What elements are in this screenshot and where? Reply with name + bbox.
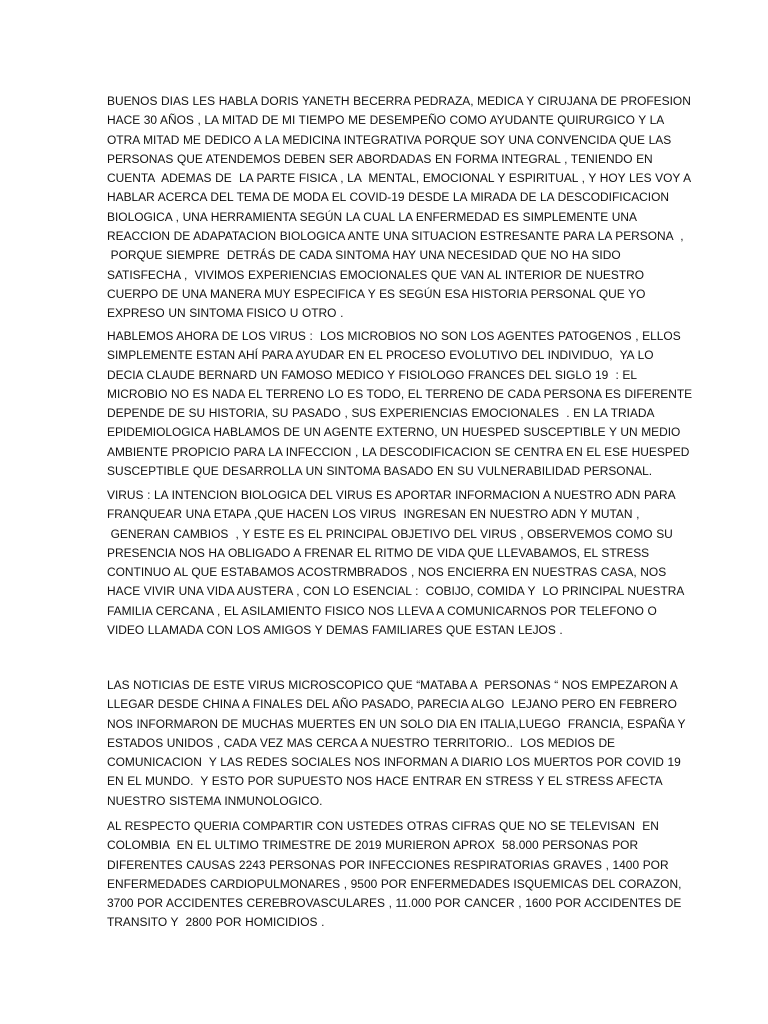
- text-line: VIDEO LLAMADA CON LOS AMIGOS Y DEMAS FAMILIARES QUE ESTAN LEJOS .: [107, 623, 563, 638]
- text-line: SIMPLEMENTE ESTAN AHÍ PARA AYUDAR EN EL PROCESO EVOLUTIVO DEL INDIVIDUO, YA LO: [107, 348, 654, 363]
- text-line: SATISFECHA , VIVIMOS EXPERIENCIAS EMOCIONALES QUE VAN AL INTERIOR DE NUESTRO: [107, 267, 645, 282]
- paragraph-introduction: [107, 92, 692, 324]
- text-line: ESTADOS UNIDOS , CADA VEZ MAS CERCA A NUESTRO TERRITORIO.. LOS MEDIOS DE: [107, 735, 616, 750]
- paragraph-news: [107, 676, 686, 811]
- text-line: COLOMBIA EN EL ULTIMO TRIMESTRE DE 2019 MURIERON APROX 58.000 PERSONAS POR: [107, 838, 639, 853]
- text-line: EPIDEMIOLOGICA HABLAMOS DE UN AGENTE EXTERNO, UN HUESPED SUSCEPTIBLE Y UN MEDIO: [107, 425, 681, 440]
- text-line: TRANSITO Y 2800 POR HOMICIDIOS .: [107, 915, 325, 930]
- paragraph-virus-microbes: [107, 327, 693, 481]
- text-line: PRESENCIA NOS HA OBLIGADO A FRENAR EL RITMO DE VIDA QUE LLEVABAMOS, EL STRESS: [107, 545, 650, 560]
- text-line: CUENTA ADEMAS DE LA PARTE FISICA , LA MENTAL, EMOCIONAL Y ESPIRITUAL , Y HOY LES VOY A: [107, 171, 692, 186]
- text-line: OTRA MITAD ME DEDICO A LA MEDICINA INTEGRATIVA PORQUE SOY UNA CONVENCIDA QUE LAS: [107, 132, 672, 147]
- text-line: ENFERMEDADES CARDIOPULMONARES , 9500 POR ENFERMEDADES ISQUEMICAS DEL CORAZON,: [107, 876, 682, 891]
- paragraph-statistics: [107, 817, 682, 933]
- text-line: LLEGAR DESDE CHINA A FINALES DEL AÑO PASADO, PARECIA ALGO LEJANO PERO EN FEBRERO: [107, 697, 677, 712]
- paragraph-virus-intention: [107, 486, 685, 640]
- text-line: COMUNICACION Y LAS REDES SOCIALES NOS INFORMAN A DIARIO LOS MUERTOS POR COVID 19: [107, 755, 681, 770]
- text-line: PERSONAS QUE ATENDEMOS DEBEN SER ABORDADAS EN FORMA INTEGRAL , TENIENDO EN: [107, 151, 653, 166]
- text-line: FAMILIA CERCANA , EL ASILAMIENTO FISICO NOS LLEVA A COMUNICARNOS POR TELEFONO O: [107, 603, 657, 618]
- text-line: GENERAN CAMBIOS , Y ESTE ES EL PRINCIPAL OBJETIVO DEL VIRUS , OBSERVEMOS COMO SU: [107, 526, 673, 541]
- text-line: REACCION DE ADAPATACION BIOLOGICA ANTE UNA SITUACION ESTRESANTE PARA LA PERSONA ,: [107, 229, 684, 244]
- text-line: DIFERENTES CAUSAS 2243 PERSONAS POR INFECCIONES RESPIRATORIAS GRAVES , 1400 POR: [107, 857, 669, 872]
- text-line: FRANQUEAR UNA ETAPA ,QUE HACEN LOS VIRUS INGRESAN EN NUESTRO ADN Y MUTAN ,: [107, 507, 640, 522]
- text-line: BUENOS DIAS LES HABLA DORIS YANETH BECERRA PEDRAZA, MEDICA Y CIRUJANA DE PROFESION: [107, 94, 691, 108]
- text-line: EN EL MUNDO. Y ESTO POR SUPUESTO NOS HACE ENTRAR EN STRESS Y EL STRESS AFECTA: [107, 774, 663, 789]
- text-line: HACE VIVIR UNA VIDA AUSTERA , CON LO ESENCIAL : COBIJO, COMIDA Y LO PRINCIPAL NUESTRA: [107, 584, 685, 599]
- text-line: AMBIENTE PROPICIO PARA LA INFECCION , LA DESCODIFICACION SE CENTRA EN EL ESE HUESPED: [107, 444, 690, 459]
- text-line: HACE 30 AÑOS , LA MITAD DE MI TIEMPO ME DESEMPEÑO COMO AYUDANTE QUIRURGICO Y LA: [107, 113, 665, 128]
- text-line: EXPRESO UN SINTOMA FISICO U OTRO .: [107, 306, 344, 321]
- text-line: LAS NOTICIAS DE ESTE VIRUS MICROSCOPICO QUE “MATABA A PERSONAS “ NOS EMPEZARON A: [107, 678, 678, 692]
- text-line: HABLEMOS AHORA DE LOS VIRUS : LOS MICROBIOS NO SON LOS AGENTES PATOGENOS , ELLOS: [107, 329, 681, 343]
- text-line: MICROBIO NO ES NADA EL TERRENO LO ES TODO, EL TERRENO DE CADA PERSONA ES DIFERENTE: [107, 386, 693, 401]
- text-line: NOS INFORMARON DE MUCHAS MUERTES EN UN SOLO DIA EN ITALIA,LUEGO FRANCIA, ESPAÑA Y: [107, 716, 686, 731]
- text-line: BIOLOGICA , UNA HERRAMIENTA SEGÚN LA CUAL LA ENFERMEDAD ES SIMPLEMENTE UNA: [107, 209, 637, 224]
- text-line: VIRUS : LA INTENCION BIOLOGICA DEL VIRUS ES APORTAR INFORMACION A NUESTRO ADN PARA: [107, 488, 676, 502]
- text-line: CUERPO DE UNA MANERA MUY ESPECIFICA Y ES SEGÚN ESA HISTORIA PERSONAL QUE YO: [107, 286, 646, 301]
- text-line: DECIA CLAUDE BERNARD UN FAMOSO MEDICO Y FISIOLOGO FRANCES DEL SIGLO 19 : EL: [107, 367, 638, 382]
- text-line: HABLAR ACERCA DEL TEMA DE MODA EL COVID-19 DESDE LA MIRADA DE LA DESCODIFICACION: [107, 190, 670, 205]
- text-line: DEPENDE DE SU HISTORIA, SU PASADO , SUS EXPERIENCIAS EMOCIONALES . EN LA TRIADA: [107, 406, 655, 421]
- text-line: NUESTRO SISTEMA INMUNOLOGICO.: [107, 793, 323, 808]
- text-line: 3700 POR ACCIDENTES CEREBROVASCULARES , 11.000 POR CANCER , 1600 POR ACCIDENTES DE: [107, 896, 682, 911]
- text-line: CONTINUO AL QUE ESTABAMOS ACOSTRMBRADOS , NOS ENCIERRA EN NUESTRAS CASA, NOS: [107, 565, 667, 580]
- text-line: SUSCEPTIBLE QUE DESARROLLA UN SINTOMA BASADO EN SU VULNERABILIDAD PERSONAL.: [107, 464, 653, 479]
- text-line: AL RESPECTO QUERIA COMPARTIR CON USTEDES OTRAS CIFRAS QUE NO SE TELEVISAN EN: [107, 819, 659, 833]
- text-line: PORQUE SIEMPRE DETRÁS DE CADA SINTOMA HAY UNA NECESIDAD QUE NO HA SIDO: [107, 248, 621, 263]
